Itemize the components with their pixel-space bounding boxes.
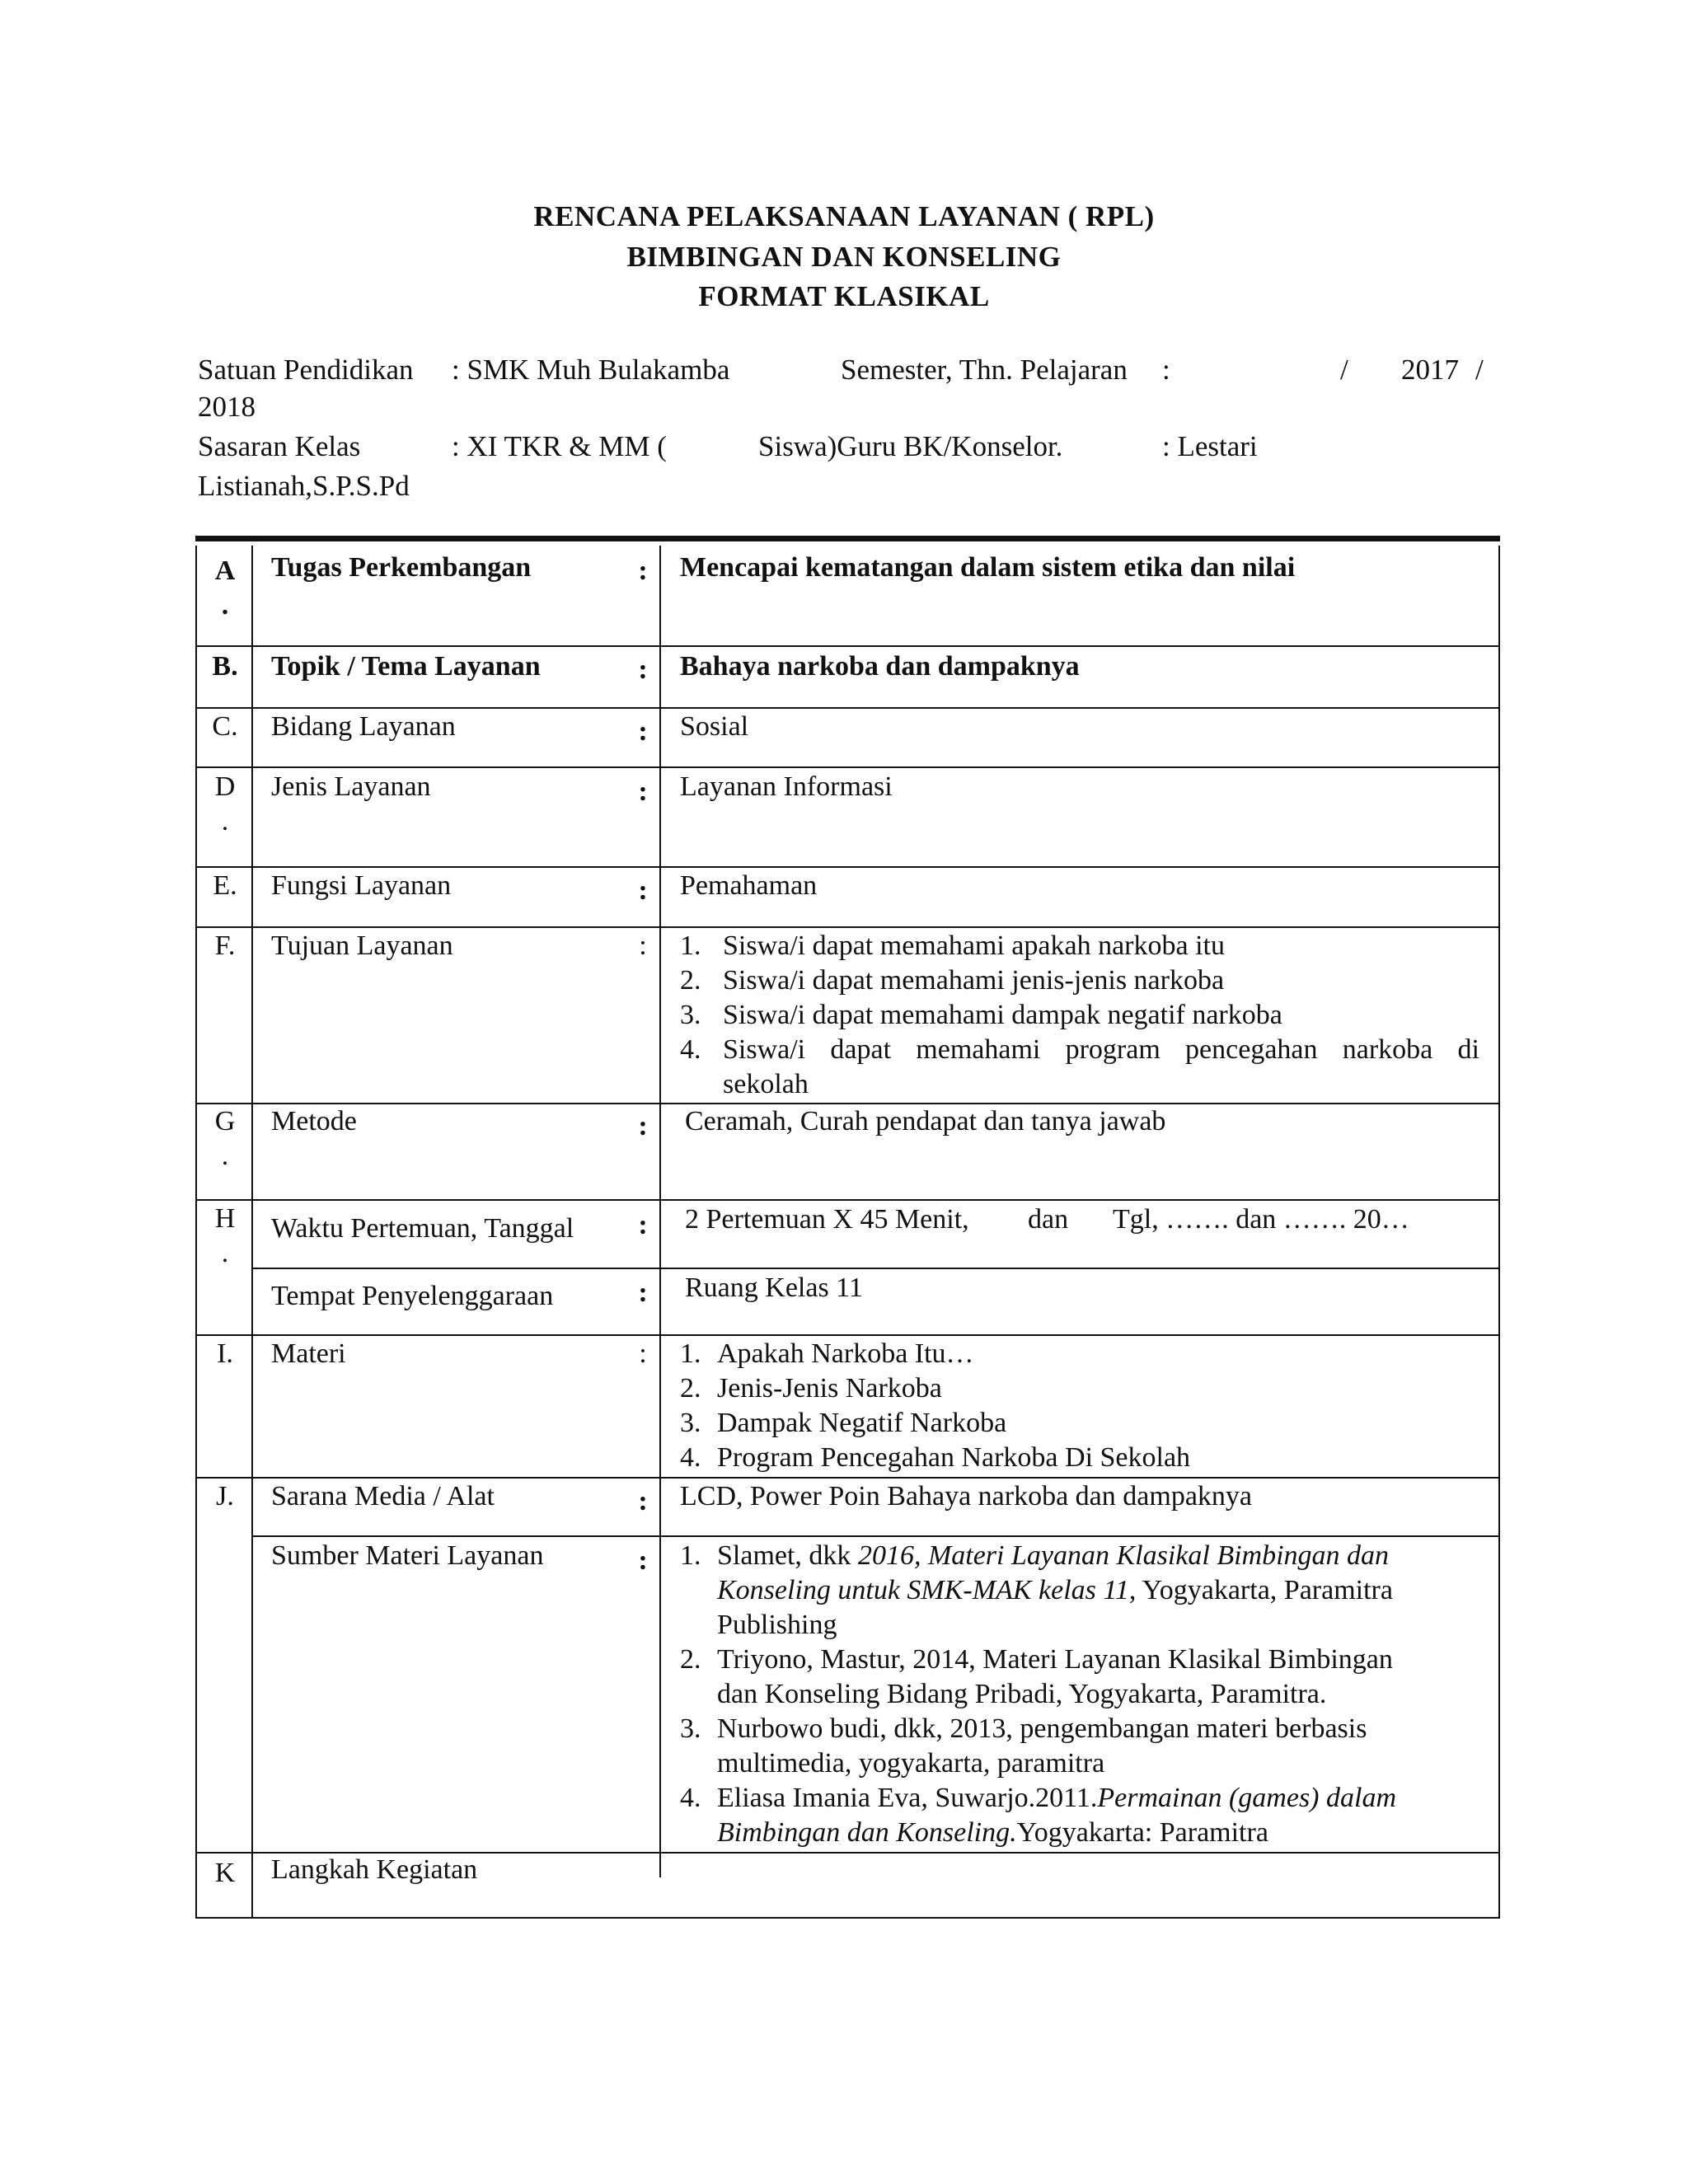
row-e-letter: E. <box>213 870 237 901</box>
row-j-colon-1: : <box>638 1486 648 1516</box>
row-h-colon-2: : <box>638 1277 648 1308</box>
row-a-letter: A <box>214 555 236 586</box>
source-4-line1: Eliasa Imania Eva, Suwarjo.2011.Permainan (games) dalam <box>717 1783 1397 1813</box>
row-d-letter-dot: . <box>221 806 229 837</box>
semester-wrap: 2018 <box>198 391 256 423</box>
doc-title-line2: BIMBINGAN DAN KONSELING <box>626 241 1062 273</box>
row-a-colon: : <box>638 555 648 586</box>
sasaran-wrap: Listianah,S.P.S.Pd <box>198 470 410 502</box>
source-1-line2: Konseling untuk SMK-MAK kelas 11, Yogyakarta, Paramitra <box>717 1575 1393 1605</box>
row-j-label-1: Sarana Media / Alat <box>271 1481 495 1511</box>
row-b-label: Topik / Tema Layanan <box>271 651 541 682</box>
row-h-label-1: Waktu Pertemuan, Tanggal <box>271 1213 574 1244</box>
row-d-label: Jenis Layanan <box>271 771 431 802</box>
table-top-rule <box>195 536 1500 541</box>
row-d-colon: : <box>638 776 648 807</box>
doc-title-line3: FORMAT KLASIKAL <box>698 280 990 312</box>
semester-label: Semester, Thn. Pelajaran <box>841 354 1128 386</box>
semester-slash-2: / <box>1475 354 1484 386</box>
row-j-colon-2: : <box>638 1545 648 1576</box>
source-4-line2: Bimbingan dan Konseling.Yogyakarta: Paramitra <box>717 1817 1268 1848</box>
row-i-colon: : <box>639 1338 647 1369</box>
list-item: 1. Apakah Narkoba Itu… <box>680 1338 974 1369</box>
source-1-line1: Slamet, dkk 2016, Materi Layanan Klasikal Bimbingan dan <box>717 1540 1390 1571</box>
sasaran-guru: Siswa)Guru BK/Konselor. <box>758 430 1063 462</box>
row-c-colon: : <box>638 716 648 747</box>
row-k-label: Langkah Kegiatan <box>271 1854 478 1885</box>
list-item: 2. Siswa/i dapat memahami jenis-jenis narkoba <box>680 965 1225 996</box>
row-j-label-2: Sumber Materi Layanan <box>271 1540 544 1571</box>
source-3-line1: Nurbowo budi, dkk, 2013, pengembangan materi berbasis <box>717 1713 1367 1744</box>
sasaran-value: : XI TKR & MM ( <box>452 430 667 462</box>
row-a-label: Tugas Perkembangan <box>271 552 532 583</box>
row-h-value-1b: dan <box>1028 1204 1069 1235</box>
source-1-line3: Publishing <box>717 1610 837 1640</box>
row-i-label: Materi <box>271 1338 346 1369</box>
semester-slash-1: / <box>1340 354 1348 386</box>
list-item: 3. Siswa/i dapat memahami dampak negatif narkoba <box>680 1000 1282 1030</box>
row-b-value: Bahaya narkoba dan dampaknya <box>680 651 1080 682</box>
row-h-letter-dot: . <box>221 1238 229 1268</box>
row-b-letter: B. <box>212 651 238 682</box>
row-g-letter: G <box>214 1106 236 1137</box>
row-k-letter: K <box>214 1858 236 1888</box>
row-b-colon: : <box>638 654 648 685</box>
row-g-colon: : <box>638 1111 648 1141</box>
row-c-value: Sosial <box>680 711 749 742</box>
row-g-label: Metode <box>271 1106 357 1137</box>
semester-year: 2017 <box>1401 354 1459 386</box>
row-j-letter: J. <box>216 1481 234 1511</box>
row-d-value: Layanan Informasi <box>680 771 893 802</box>
sasaran-label: Sasaran Kelas <box>198 430 361 462</box>
source-2-line1: Triyono, Mastur, 2014, Materi Layanan Klasikal Bimbingan <box>717 1644 1393 1675</box>
satuan-label: Satuan Pendidikan <box>198 354 414 386</box>
source-2-num: 2. <box>680 1644 701 1675</box>
row-h-value-1c: Tgl, ……. dan ……. 20… <box>1113 1204 1409 1235</box>
list-item: 4. Program Pencegahan Narkoba Di Sekolah <box>680 1442 1191 1473</box>
source-2-line2: dan Konseling Bidang Pribadi, Yogyakarta, Paramitra. <box>717 1679 1327 1709</box>
source-4-num: 4. <box>680 1783 701 1813</box>
row-e-colon: : <box>638 875 648 906</box>
source-1-num: 1. <box>680 1540 701 1571</box>
row-h-label-2: Tempat Penyelenggaraan <box>271 1281 554 1311</box>
row-g-value: Ceramah, Curah pendapat dan tanya jawab <box>685 1106 1166 1137</box>
row-h-letter: H <box>214 1203 236 1234</box>
source-3-num: 3. <box>680 1713 701 1744</box>
row-j-value-1: LCD, Power Poin Bahaya narkoba dan dampaknya <box>680 1481 1252 1511</box>
list-item: 3. Dampak Negatif Narkoba <box>680 1408 1007 1438</box>
row-a-value: Mencapai kematangan dalam sistem etika dan nilai <box>680 552 1296 583</box>
source-3-line2: multimedia, yogyakarta, paramitra <box>717 1748 1105 1779</box>
row-f-list <box>680 929 1479 1102</box>
row-f-label: Tujuan Layanan <box>271 930 453 961</box>
list-item: 2. Jenis-Jenis Narkoba <box>680 1373 942 1404</box>
row-d-letter: D <box>214 771 236 802</box>
satuan-value: : SMK Muh Bulakamba <box>452 354 730 386</box>
rpl-table <box>195 546 1500 1919</box>
row-a-letter-dot: . <box>221 590 229 621</box>
row-h-value-1a: 2 Pertemuan X 45 Menit, <box>685 1204 969 1235</box>
doc-title-line1: RENCANA PELAKSANAAN LAYANAN ( RPL) <box>533 200 1155 232</box>
row-i-letter: I. <box>217 1338 233 1369</box>
row-h-value-2: Ruang Kelas 11 <box>685 1272 863 1303</box>
row-e-value: Pemahaman <box>680 870 818 901</box>
semester-colon: : <box>1162 354 1170 386</box>
row-i-list <box>680 1337 1479 1475</box>
row-h-colon-1: : <box>638 1210 648 1240</box>
row-c-letter: C. <box>212 711 238 742</box>
row-e-label: Fungsi Layanan <box>271 870 452 901</box>
row-c-label: Bidang Layanan <box>271 711 456 742</box>
list-item: 4. Siswa/i dapat memahami program pencegahan narkoba di sekolah <box>680 1034 1479 1099</box>
list-item: 1. Siswa/i dapat memahami apakah narkoba itu <box>680 930 1225 961</box>
sasaran-guru-value: : Lestari <box>1162 430 1258 462</box>
row-f-letter: F. <box>214 930 236 961</box>
row-g-letter-dot: . <box>221 1141 229 1171</box>
row-f-colon: : <box>639 930 647 961</box>
